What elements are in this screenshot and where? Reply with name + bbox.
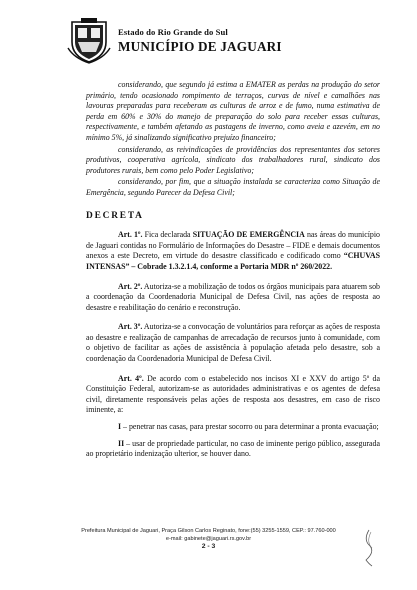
signature-mark-icon xyxy=(360,528,378,568)
considerando-3: considerando, por fim, que a situação instalada se caracteriza como Situação de Emergência, segundo Parecer da Defesa Civil; xyxy=(86,177,380,197)
letterhead xyxy=(66,18,366,64)
considerando-1: considerando, que segundo já estima a EMATER as perdas na produção do setor primário, tendo ocasionado rompimento de terraços, curvas de nível e camalhões nas lavouras preparadas para receberam as culturas de arroz e de fumo, numa estimativa de perda em 60% e 30% do manejo de preparação do solo para receber essas culturas, respectivamente, e também afetando as pastagens de inverno, como aveia e azevém, em no mínimo 5%, já sinalizando significativo prejuízo financeiro; xyxy=(86,80,380,142)
inciso-1 xyxy=(86,422,380,433)
article-2-label: Art. 2º. xyxy=(118,281,143,291)
footer-email: e-mail: gabinete@jaguari.rs.gov.br xyxy=(165,535,252,542)
article-1-emphasis: SITUAÇÃO DE EMERGÊNCIA xyxy=(192,230,305,240)
considerando-2: considerando, as reivindicações de providências dos representantes dos setores produtivos, cooperativa agrícola, sindicato dos trabalhadores rural, sindicato dos produtores rurais, bem como pelo Poder Legislativo; xyxy=(86,144,380,175)
decree-body xyxy=(86,80,380,460)
article-3-label: Art. 3º. xyxy=(118,322,143,332)
article-4-label: Art. 4º. xyxy=(118,373,144,383)
municipal-crest-icon xyxy=(66,18,112,64)
page-number: 2 - 3 xyxy=(201,543,216,550)
article-1-classification: “CHUVAS INTENSAS” – Cobrade 1.3.2.1.4, conforme a Portaria MDR nº 260/2022. xyxy=(86,251,380,271)
article-4-text: De acordo com o estabelecido nos incisos XI e XXV do artigo 5º da Constituição Federal, autorizam-se as autoridades administrativas e os agentes de defesa civil, diretamente responsáveis pelas ações de resposta aos desastres, em caso de risco iminente, a: xyxy=(86,373,380,415)
article-2-text: Autoriza-se a mobilização de todos os órgãos municipais para atuarem sob a coordenação da Coordenadoria Municipal de Defesa Civil, nas ações de resposta ao desastre e reabilitação do cenário e reconstrução. xyxy=(86,281,380,312)
article-2 xyxy=(86,282,380,314)
article-1 xyxy=(86,230,380,272)
municipality-name: MUNICÍPIO DE JAGUARI xyxy=(118,39,282,54)
inciso-2 xyxy=(86,439,380,460)
decreta-heading: DECRETA xyxy=(86,210,144,221)
article-3-text: Autoriza-se a convocação de voluntários para reforçar as ações de resposta ao desastre e realização de campanhas de arrecadação de recursos junto à comunidade, com o objetivo de facilitar as ações de assistência à população afetada pelo desastre, sob a coordenação da Coordenadoria Municipal de Defesa Civil. xyxy=(86,322,380,364)
inciso-2-label: II xyxy=(118,438,125,448)
article-1-text-a: Fica declarada xyxy=(142,230,193,240)
article-3 xyxy=(86,322,380,364)
article-1-text-b: nas áreas do município de Jaguari contidas no Formulário de Informações do Desastre – FIDE e demais documentos anexos a este Decreto, em virtude do desastre classificado e codificado como xyxy=(86,230,380,261)
article-1-label: Art. 1º. xyxy=(118,230,143,240)
page-footer xyxy=(0,528,417,551)
article-4 xyxy=(86,374,380,416)
inciso-2-text: – usar de propriedade particular, no caso de iminente perigo público, assegurada ao proprietário indenização ulterior, se houver dano. xyxy=(86,438,380,459)
footer-address: Prefeitura Municipal de Jaguari, Praça Gilson Carlos Reginato, fone:(55) 3255-1559, CEP.: 97.760-000 xyxy=(81,528,336,534)
inciso-1-label: I xyxy=(118,422,122,432)
inciso-1-text: – penetrar nas casas, para prestar socorro ou para determinar a pronta evacuação; xyxy=(121,422,379,432)
state-name: Estado do Rio Grande do Sul xyxy=(118,27,228,37)
